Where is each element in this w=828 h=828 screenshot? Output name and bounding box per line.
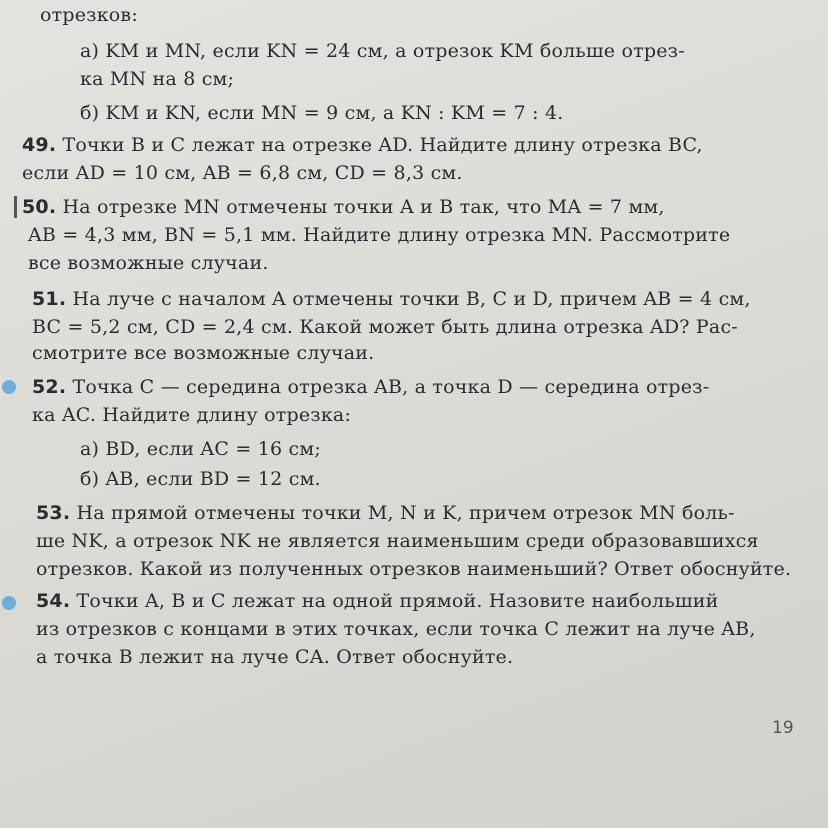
text-line: смотрите все возможные случаи. xyxy=(32,342,375,364)
text-line: На луче с началом A отмечены точки B, C и D, причем AB = 4 см, xyxy=(72,288,751,310)
problem-53 xyxy=(36,502,735,524)
text-cursor-icon xyxy=(14,196,17,218)
problem-54 xyxy=(36,590,718,612)
text-line: отрезков. Какой из полученных отрезков наименьший? Ответ обоснуйте. xyxy=(36,558,792,580)
blue-marker-icon xyxy=(2,380,16,394)
problem-number: 54. xyxy=(36,590,71,612)
text-line: На прямой отмечены точки M, N и K, причем отрезок MN боль- xyxy=(76,502,735,524)
text-line: Точка C — середина отрезка AB, а точка D — середина отрез- xyxy=(72,376,710,398)
problem-51 xyxy=(32,288,751,310)
text-line: BC = 5,2 см, CD = 2,4 см. Какой может быть длина отрезка AD? Рас- xyxy=(32,316,738,338)
text-line: ше NK, а отрезок NK не является наименьшим среди образовавшихся xyxy=(36,530,759,552)
text-line: AB = 4,3 мм, BN = 5,1 мм. Найдите длину отрезка MN. Рассмотрите xyxy=(28,224,731,246)
text-line: б) AB, если BD = 12 см. xyxy=(80,468,321,490)
text-line: а точка B лежит на луче CA. Ответ обоснуйте. xyxy=(36,646,514,668)
text-line: отрезков: xyxy=(40,4,138,26)
problem-number: 50. xyxy=(22,196,57,218)
problem-number: 52. xyxy=(32,376,67,398)
problem-number: 49. xyxy=(22,134,57,156)
text-line: ка MN на 8 см; xyxy=(80,68,235,90)
text-line: из отрезков с концами в этих точках, если точка C лежит на луче AB, xyxy=(36,618,756,640)
text-line: ка AC. Найдите длину отрезка: xyxy=(32,404,352,426)
problem-50 xyxy=(22,196,665,218)
problem-number: 53. xyxy=(36,502,71,524)
text-line: а) KM и MN, если KN = 24 см, а отрезок KM больше отрез- xyxy=(80,40,685,62)
text-line: б) KM и KN, если MN = 9 см, а KN : KM = 7 : 4. xyxy=(80,102,564,124)
text-line: Точки A, B и C лежат на одной прямой. Назовите наибольший xyxy=(76,590,719,612)
page-number: 19 xyxy=(772,718,794,738)
text-line: все возможные случаи. xyxy=(28,252,269,274)
problem-number: 51. xyxy=(32,288,67,310)
text-line: а) BD, если AC = 16 см; xyxy=(80,438,321,460)
problem-52 xyxy=(32,376,709,398)
text-line: На отрезке MN отмечены точки A и B так, что MA = 7 мм, xyxy=(62,196,665,218)
text-line: Точки B и C лежат на отрезке AD. Найдите длину отрезка BC, xyxy=(62,134,703,156)
blue-marker-icon xyxy=(2,596,16,610)
problem-49 xyxy=(22,134,703,156)
text-line: если AD = 10 см, AB = 6,8 см, CD = 8,3 см. xyxy=(22,162,463,184)
